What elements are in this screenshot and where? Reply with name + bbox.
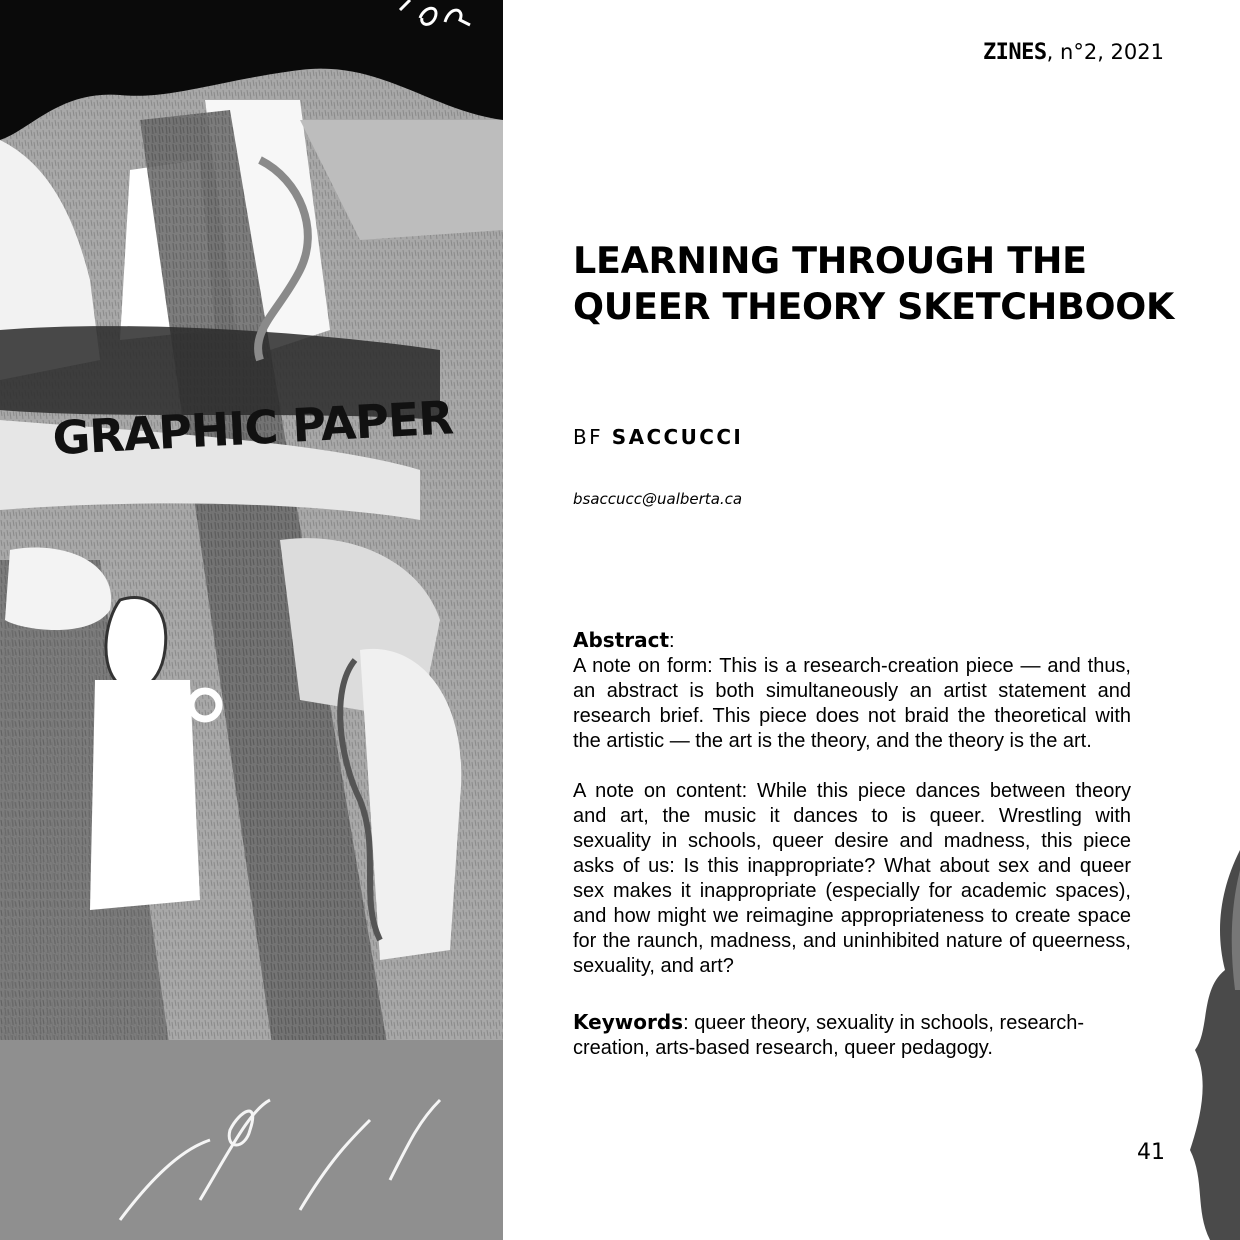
keywords-colon: : xyxy=(683,1012,689,1034)
abstract-section xyxy=(573,628,1131,979)
abstract-paragraph-form: A note on form: This is a research-creation piece — and thus, an abstract is both simultaneously an artist statement and research brief. This piece does not braid the theoretical with the artistic — the art is the theory, and the theory is the art. xyxy=(573,655,1131,752)
brush-edge-decoration xyxy=(1180,850,1240,1240)
keywords-label: Keywords xyxy=(573,1010,684,1034)
author-given-name: BF xyxy=(573,425,604,449)
collage-artwork xyxy=(0,0,503,1240)
journal-name: ZINES xyxy=(982,40,1047,65)
abstract-heading: Abstract xyxy=(573,628,670,652)
collage-illustration xyxy=(0,0,503,1240)
title-line-1: LEARNING THROUGH THE xyxy=(573,239,1087,282)
author-name xyxy=(573,425,743,449)
page-number: 41 xyxy=(1137,1140,1165,1165)
graphic-paper-caption: GRAPHIC PAPER xyxy=(51,390,455,466)
abstract-paragraph-content: A note on content: While this piece dances between theory and art, the music it dances to is queer. Wrestling with sexuality in schools, queer desire and madness, this piece asks of us: Is this inappropriate? What about sex and queer sex makes it inappropriate (especially for academic spaces), and how might we reimagine appropriateness to create space for the raunch, madness, and uninhibited nature of queerness, sexuality, and art? xyxy=(573,780,1131,977)
journal-header xyxy=(983,40,1164,65)
keywords-section xyxy=(573,1010,1131,1061)
abstract-colon: : xyxy=(669,630,675,652)
keywords-text: queer theory, sexuality in schools, research-creation, arts-based research, queer pedagogy. xyxy=(573,1012,1085,1059)
author-email[interactable]: bsaccucc@ualberta.ca xyxy=(573,490,743,508)
journal-issue: , n°2, 2021 xyxy=(1046,40,1164,64)
title-line-2: QUEER THEORY SKETCHBOOK xyxy=(573,285,1174,328)
article-title xyxy=(573,238,1193,330)
author-surname: SACCUCCI xyxy=(611,425,744,449)
